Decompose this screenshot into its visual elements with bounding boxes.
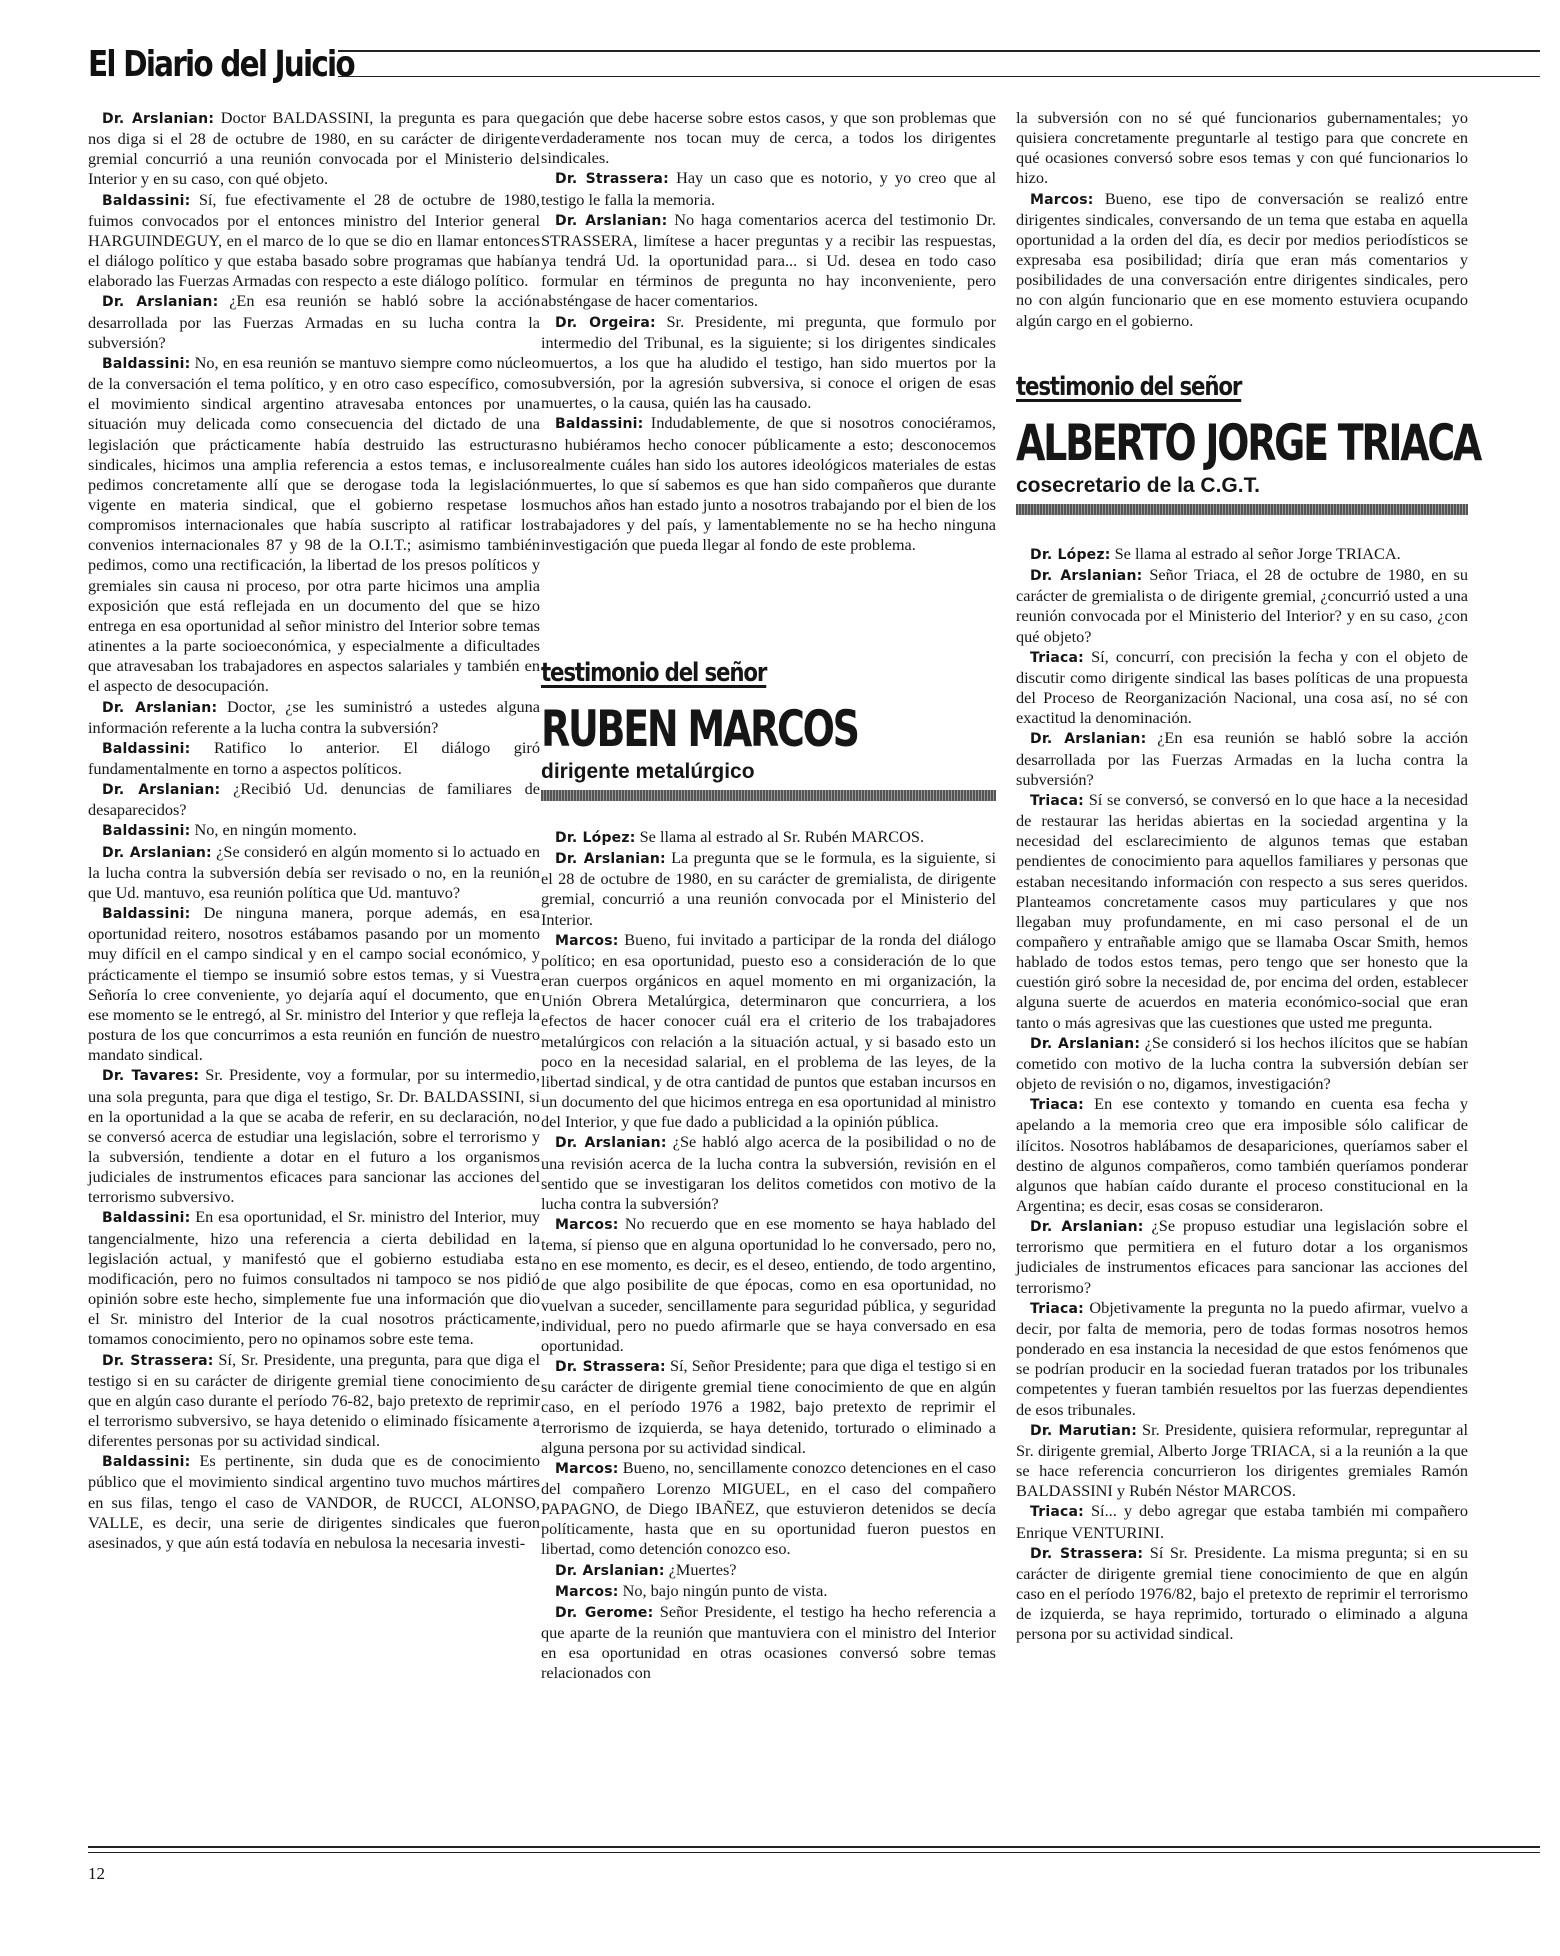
testimony-paragraph	[1016, 108, 1468, 189]
testimony-text: En esa oportunidad, el Sr. ministro del Interior, muy tangencialmente, hizo una referencia a cierta debilidad en la legislación actual, y manifestó que el gobierno estudiaba esta modificación, pero no fuimos consultados ni tampoco se nos pidió opinión sobre este hecho, simplemente fue una información que dio el Sr. ministro del Interior de la cual nosotros prácticamente, tomamos conocimiento, pero no opinamos sobre este tema.	[88, 1207, 540, 1349]
testimony-text: Bueno, ese tipo de conversación se realizó entre dirigentes sindicales, conversando de un tema que estaba en aquella oportunidad a la orden del día, es decir por medios periodísticos se expresaba esa posibilidad; diría que eran más comentarios y posibilidades de una conversación entre dirigentes sindicales, pero no con algún funcionario que en ese momento estuviera ocupando algún cargo en el gobierno.	[1016, 188, 1468, 330]
testimony-paragraph	[88, 1207, 540, 1349]
testimony-paragraph	[88, 738, 540, 779]
testimony-text: Sí, Sr. Presidente, una pregunta, para que diga el testigo si en su carácter de dirigente gremial tiene conocimiento de que en algún caso durante el período 76-82, bajo pretexto de reprimir el terrorismo subversivo, se haya detenido o eliminado físicamente a diferentes personas por su actividad sindical.	[88, 1349, 541, 1451]
testimony-paragraph	[541, 1458, 996, 1560]
column-right-bottom	[1016, 544, 1468, 1644]
speaker-label: Dr. Arslanian:	[102, 782, 221, 799]
testimony-text: La pregunta que se le formula, es la siguiente, si el 28 de octubre de 1980, en su carácter de gremialista, de dirigente gremial, concurrió a una reunión convocada por el Ministerio del Interior.	[541, 848, 996, 929]
testimony-paragraph	[1016, 1094, 1468, 1216]
testimony-paragraph	[541, 848, 996, 930]
speaker-label: Triaca:	[1030, 1300, 1084, 1317]
masthead-title: El Diario del Juicio	[88, 44, 354, 85]
testimony-text: Señor Triaca, el 28 de octubre de 1980, en su carácter de gremialista o de dirigente gremial, ¿concurrió usted a una reunión convocada por el Ministerio del Interior? y en su caso, ¿con qué objeto?	[1016, 565, 1468, 646]
speaker-label: Baldassini:	[102, 192, 191, 209]
testimony-text: gación que debe hacerse sobre estos casos, y que son problemas que verdaderamente nos tocan muy de cerca, a todos los dirigentes sindicales.	[541, 108, 996, 168]
testimony-paragraph	[1016, 1420, 1468, 1502]
speaker-label: Dr. Arslanian:	[102, 844, 212, 861]
speaker-label: Dr. Tavares:	[102, 1068, 200, 1085]
testimony-paragraph	[1016, 1543, 1468, 1645]
speaker-label: Dr. Strassera:	[555, 1359, 666, 1376]
speaker-label: Dr. Arslanian:	[555, 212, 668, 229]
testimony-text: No recuerdo que en ese momento se haya hablado del tema, sí pienso que en alguna oportunidad lo he conversado, pero no, no en ese momento, es decir, es el deseo, entiendo, de todo argentino, de que algo posibilite de que épocas, como en esa oportunidad, no vuelvan a suceder, sencillamente para seguridad pública, y seguridad individual, pero no puedo afirmarle que se haya conversado en esa oportunidad.	[541, 1213, 996, 1355]
testimony-text: Se llama al estrado al Sr. Rubén MARCOS.	[639, 827, 925, 846]
speaker-label: Dr. Arslanian:	[1030, 1219, 1144, 1236]
column-middle-top	[541, 108, 996, 555]
testimony-paragraph	[541, 1132, 996, 1214]
testimony-text: ¿Se habló algo acerca de la posibilidad o no de una revisión acerca de la lucha contra la subversión, revisión en el sentido que se investigaran los delitos cometidos con motivo de la lucha contra la subversión?	[541, 1132, 996, 1213]
speaker-label: Dr. Arslanian:	[555, 1135, 667, 1152]
testimony-paragraph	[541, 1356, 996, 1458]
testimony-text: ¿En esa reunión se habló sobre la acción desarrollada por las Fuerzas Armadas en su lucha contra la subversión?	[88, 291, 541, 352]
speaker-label: Dr. Arslanian:	[102, 111, 215, 127]
testimony-text: la subversión con no sé qué funcionarios gubernamentales; yo quisiera concretamente preguntarle al testigo para que concrete en qué ocasiones conversó sobre esos temas y con qué funcionarios lo hizo.	[1016, 108, 1468, 188]
testimony-paragraph	[1016, 565, 1468, 647]
column-right-top	[1016, 108, 1468, 331]
testimony-paragraph	[541, 413, 996, 555]
masthead	[88, 44, 1540, 94]
testimonio-label: testimonio del señor	[541, 658, 767, 688]
testimony-text: Hay un caso que es notorio, y yo creo que al testigo le falla la memoria.	[541, 168, 997, 209]
testimony-paragraph	[1016, 544, 1468, 565]
speaker-label: Dr. Arslanian:	[1030, 1035, 1141, 1052]
testimony-paragraph	[88, 820, 540, 841]
testimony-paragraph	[1016, 1501, 1468, 1542]
speaker-label: Baldassini:	[102, 355, 191, 372]
speaker-label: Triaca:	[1030, 1504, 1084, 1521]
speaker-label: Baldassini:	[102, 1454, 191, 1471]
column-middle-bottom	[541, 827, 996, 1684]
speaker-label: Dr. Strassera:	[555, 171, 669, 188]
testimony-text: Sr. Presidente, mi pregunta, que formulo por intermedio del Tribunal, es la siguiente; si los dirigentes sindicales muertos, a los que ha aludido el testigo, han sido muertos por la subversión, por la agresión subversiva, si conoce el origen de esas muertes, o la causa, quién las ha causado.	[541, 311, 996, 413]
testimony-paragraph	[541, 312, 996, 414]
testimony-text: No, en ningún momento.	[194, 820, 357, 840]
testimony-paragraph	[88, 903, 540, 1065]
testimony-text: Sí... y debo agregar que estaba también mi compañero Enrique VENTURINI.	[1016, 1501, 1468, 1542]
speaker-label: Baldassini:	[102, 740, 191, 757]
testimony-paragraph	[1016, 1298, 1468, 1420]
speaker-label: Dr. Arslanian:	[1030, 731, 1147, 748]
testimony-text: Sr. Presidente, quisiera reformular, repreguntar al Sr. dirigente gremial, Alberto Jorge TRIACA, si a la reunión a la que se hace referencia concurrieron los dirigentes gremiales Ramón BALDASSINI y Rubén Néstor MARCOS.	[1016, 1419, 1468, 1501]
speaker-label: Triaca:	[1030, 1097, 1084, 1114]
testimony-paragraph	[88, 779, 540, 820]
speaker-label: Baldassini:	[102, 1210, 191, 1227]
speaker-label: Dr. Gerome:	[555, 1604, 654, 1621]
testimony-paragraph	[1016, 728, 1468, 789]
testimony-paragraph	[1016, 189, 1468, 331]
testimony-text: Se llama al estrado al señor Jorge TRIACA.	[1114, 544, 1401, 563]
masthead-rule	[338, 76, 1540, 77]
witness-role: dirigente metalúrgico	[541, 760, 755, 783]
speaker-label: Baldassini:	[555, 416, 644, 433]
testimony-text: No, bajo ningún punto de vista.	[622, 1580, 828, 1600]
speaker-label: Dr. Arslanian:	[102, 699, 218, 716]
testimony-paragraph	[541, 1581, 996, 1602]
speaker-label: Dr. Arslanian:	[102, 294, 219, 311]
testimony-text: ¿En esa reunión se habló sobre la acción desarrollada por las Fuerzas Armadas en la lucha contra la subversión?	[1016, 728, 1469, 789]
footer-rule	[88, 1852, 1540, 1853]
testimony-paragraph	[88, 1451, 540, 1553]
testimony-text: Doctor, ¿se les suministró a ustedes alguna información referente a la lucha contra la subversión?	[88, 696, 540, 737]
speaker-label: Dr. Strassera:	[1030, 1545, 1144, 1562]
testimony-text: Objetivamente la pregunta no la puedo afirmar, vuelvo a decir, por falta de memoria, pero de todas formas nosotros hemos ponderado en esa instancia la necesidad de que estos fenómenos que se podrían producir en la sociedad fueran tratados por los tribunales competentes y fueran también resueltos por las fuerzas dependientes de esos tribunales.	[1016, 1297, 1468, 1419]
testimony-paragraph	[88, 1350, 540, 1452]
testimony-text: Sí, fue efectivamente el 28 de octubre de 1980, fuimos convocados por el entonces ministro del Interior general HARGUINDEGUY, en el marco de lo que se dio en llamar entonces el diálogo político y que estaba basado sobre programas que habían elaborado las Fuerzas Armadas con respecto a este diálogo político.	[88, 189, 540, 291]
speaker-label: Dr. Marutian:	[1030, 1422, 1138, 1439]
testimonio-triaca-heading	[1016, 372, 1481, 515]
testimony-text: Bueno, no, sencillamente conozco detenciones en el caso del compañero Lorenzo MIGUEL, en el caso del compañero PAPAGNO, de Diego IBAÑEZ, que estuvieron detenidos se decía políticamente, hasta que en su oportunidad fueron puestos en libertad, como detención conozco eso.	[541, 1457, 996, 1559]
speaker-label: Dr. Arslanian:	[555, 851, 666, 868]
page-number: 12	[88, 1864, 105, 1883]
testimony-paragraph	[541, 827, 996, 848]
testimony-text: Señor Presidente, el testigo ha hecho referencia a que aparte de la reunión que mantuviera con el ministro del Interior en esa oportunidad en otras ocasiones conversó sobre temas relacionados con	[541, 1601, 996, 1683]
testimony-paragraph	[88, 842, 540, 903]
testimony-text: Sí, Señor Presidente; para que diga el testigo si en su carácter de dirigente gremial tiene conocimiento de que en algún caso, en el período 1976 a 1982, bajo pretexto de reprimir el terrorismo de izquierda, se haya detenido, torturado o eliminado a alguna persona por su actividad sindical.	[541, 1356, 996, 1457]
speaker-label: Dr. Arslanian:	[555, 1562, 665, 1579]
testimony-text: En ese contexto y tomando en cuenta esa fecha y apelando a la memoria creo que era imposible sólo calificar de ilícitos. Nosotros hablábamos de desapariciones, queríamos saber el destino de algunos compañeros, como también queríamos ponderar algunos que habían caído durante el proceso constitucional en la Argentina; es decir, esas cosas se consideraron.	[1016, 1094, 1468, 1215]
masthead-rule	[338, 50, 1540, 52]
testimony-paragraph	[1016, 1216, 1468, 1298]
testimony-paragraph	[88, 108, 540, 190]
testimony-paragraph	[541, 1560, 996, 1581]
testimony-text: ¿Se consideró en algún momento si lo actuado en la lucha contra la subversión debía ser revisado o no, en la reunión que Ud. mantuvo, esa reunión política que Ud. mantuvo?	[88, 841, 540, 902]
testimony-paragraph	[541, 930, 996, 1133]
footer-rule	[88, 1846, 1540, 1848]
heading-rule-bar	[541, 790, 996, 801]
speaker-label: Marcos:	[555, 1216, 619, 1233]
heading-rule-bar	[1016, 504, 1468, 515]
testimony-paragraph	[1016, 647, 1468, 729]
witness-role: cosecretario de la C.G.T.	[1016, 474, 1260, 497]
testimony-text: ¿Muertes?	[668, 1559, 737, 1579]
testimony-text: No, en esa reunión se mantuvo siempre como núcleo de la conversación el tema político, y en otro caso específico, como el movimiento sindical argentino atravesaba entonces por una situación muy delicada como consecuencia del dictado de una legislación que prácticamente había destruido las estructuras sindicales, hicimos una amplia referencia a estos temas, e incluso pedimos concretamente allí que se derogase toda la legislación vigente en materia sindical, que el gobierno respetase los compromisos internacionales que había suscripto al ratificar los convenios internacionales 87 y 98 de la O.I.T.; asimismo también pedimos, como una rectificación, la libertad de los presos políticos y gremiales sin causa ni proceso, por otra parte hicimos una amplia exposición que está reflejada en un documento del que se hizo entrega en esa oportunidad al señor ministro del Interior sobre temas atinentes a la parte socioeconómica, y especialmente a dificultades que atravesaban los trabajadores en aspectos salariales y también en el aspecto de desocupación.	[88, 352, 540, 696]
testimony-text: Bueno, fui invitado a participar de la ronda del diálogo político; en esa oportunidad, puesto eso a consideración de lo que eran cuerpos orgánicos en aquel momento en mi organización, la Unión Obrera Metalúrgica, determinaron que concurriera, a los efectos de hacer conocer cuál era el criterio de los trabajadores metalúrgicos con relación a la situación actual, y si basado esto un poco en la necesidad salarial, en el problema de las leyes, de la libertad sindical, y de otra cantidad de puntos que estaban incursos en un documento del que hicimos entrega en esa oportunidad al ministro del Interior, y que fue dado a publicidad a la opinión pública.	[541, 929, 997, 1132]
testimony-text: Sí se conversó, se conversó en lo que hace a la necesidad de restaurar las heridas abiertas en la sociedad argentina y la necesidad del esclarecimiento de algunos temas que estaban pendientes de conocimiento para aquellos familiares y personas que estaban necesitando información con respecto a sus seres queridos. Planteamos concretamente casos muy particulares y que nos llegaban muy profundamente, en mi caso personal el de un compañero y entrañable amigo que se llamaba Oscar Smith, hemos hablado de todos estos temas, pero tengo que ser honesto que la cuestión giró sobre la necesidad de, por encima del orden, establecer alguna suerte de acuerdos en materia económico-social que eran tanto o más agresivas que las cuestiones que usted me pregunta.	[1016, 789, 1468, 1032]
testimony-text: Sr. Presidente, voy a formular, por su intermedio, una sola pregunta, para que diga el testigo, Sr. Dr. BALDASSINI, si en la oportunidad a la que se acaba de referir, en su declaración, no se conversó acerca de estudiar una legislación, sobre el terrorismo y la subversión, tendiente a dotar en el futuro a los organismos judiciales de instrumentos eficaces para sancionar las acciones del terrorismo subversivo.	[88, 1065, 540, 1207]
testimony-text: Sí Sr. Presidente. La misma pregunta; si en su carácter de dirigente gremial tiene conocimiento de que en algún caso en el período 1976/82, bajo el pretexto de reprimir el terrorismo de izquierda, se haya reprimido, torturado o eliminado a alguna persona por su actividad sindical.	[1016, 1542, 1468, 1644]
testimony-paragraph	[541, 210, 996, 312]
witness-name: ALBERTO JORGE TRIACA	[1016, 414, 1481, 472]
testimony-text: Doctor BALDASSINI, la pregunta es para que nos diga si el 28 de octubre de 1980, en su carácter de dirigente gremial concurrió a una reunión convocada por el Ministerio del Interior y en su caso, con qué objeto.	[88, 108, 540, 189]
testimonio-label: testimonio del señor	[1016, 372, 1242, 402]
testimony-text: Indudablemente, de que si nosotros conociéramos, no hubiéramos hecho conocer públicamente a esto; desconocemos realmente cuáles han sido los autores ideológicos materiales de estas muertes, lo que sí sabemos es que han sido compañeros que durante muchos años han estado junto a nosotros trabajando por el bien de los trabajadores y del país, y lamentablemente no se ha hecho ninguna investigación que pueda llegar al fondo de este problema.	[541, 413, 996, 555]
speaker-label: Marcos:	[555, 932, 619, 949]
speaker-label: Dr. López:	[1030, 547, 1111, 563]
speaker-label: Dr. López:	[555, 830, 636, 846]
testimony-paragraph	[541, 168, 996, 209]
column-left	[88, 108, 540, 1553]
testimony-paragraph	[88, 190, 540, 292]
testimony-text: De ninguna manera, porque además, en esa oportunidad reitero, nosotros estábamos pasando por un momento muy difícil en el campo sindical y en el campo social económico, y prácticamente el tiempo se insumió sobre estos temas, y si Vuestra Señoría lo cree conveniente, yo dejaría aquí el documento, que en ese momento se le entregó, al Sr. ministro del Interior y que refleja la postura de los que concurrimos a esta reunión en función de nuestro mandato sindical.	[88, 903, 541, 1065]
speaker-label: Marcos:	[555, 1583, 619, 1600]
testimony-paragraph	[88, 291, 540, 352]
testimony-text: Ratifico lo anterior. El diálogo giró fundamentalmente en torno a aspectos políticos.	[88, 737, 540, 778]
testimony-text: No haga comentarios acerca del testimonio Dr. STRASSERA, limítese a hacer preguntas y a recibir las respuestas, ya tendrá Ud. la oportunidad para... si Ud. desea en todo caso formular en términos de pregunta no hay inconveniente, pero absténgase de hacer comentarios.	[541, 209, 996, 311]
testimony-paragraph	[88, 697, 540, 738]
speaker-label: Marcos:	[1030, 191, 1094, 208]
testimony-text: ¿Se consideró si los hechos ilícitos que se habían cometido con motivo de la lucha contra la subversión debían ser objeto de revisión o no, digamos, investigación?	[1016, 1032, 1468, 1094]
speaker-label: Marcos:	[555, 1460, 619, 1477]
testimony-text: ¿Se propuso estudiar una legislación sobre el terrorismo que permitiera en el futuro dotar a los organismos judiciales de instrumentos eficaces para sancionar las acciones del terrorismo?	[1016, 1216, 1468, 1297]
testimony-paragraph	[1016, 1033, 1468, 1094]
testimonio-marcos-heading	[541, 658, 996, 801]
testimony-text: ¿Recibió Ud. denuncias de familiares de desaparecidos?	[88, 779, 540, 820]
testimony-text: Es pertinente, sin duda que es de conocimiento público que el movimiento sindical argentino tuvo muchos mártires en sus filas, tengo el caso de VANDOR, de RUCCI, ALONSO, VALLE, es decir, una serie de dirigentes sindicales que fueron asesinados, y que aún está todavía en nebulosa la necesaria investi-	[88, 1451, 541, 1552]
testimony-paragraph	[1016, 790, 1468, 1033]
testimony-text: Sí, concurrí, con precisión la fecha y con el objeto de discutir como dirigente sindical las bases políticas de una propuesta del Proceso de Reorganización Nacional, una cosa así, no sé con exactitud la denominación.	[1016, 646, 1468, 728]
speaker-label: Baldassini:	[102, 906, 191, 923]
testimony-paragraph	[88, 353, 540, 697]
speaker-label: Dr. Orgeira:	[555, 314, 656, 331]
testimony-paragraph	[541, 108, 996, 168]
testimony-paragraph	[541, 1602, 996, 1684]
testimony-paragraph	[88, 1065, 540, 1207]
speaker-label: Baldassini:	[102, 823, 191, 840]
speaker-label: Dr. Strassera:	[102, 1352, 214, 1369]
testimony-paragraph	[541, 1214, 996, 1356]
speaker-label: Dr. Arslanian:	[1030, 568, 1143, 585]
witness-name: RUBEN MARCOS	[541, 700, 858, 758]
speaker-label: Triaca:	[1030, 649, 1084, 666]
speaker-label: Triaca:	[1030, 792, 1084, 809]
